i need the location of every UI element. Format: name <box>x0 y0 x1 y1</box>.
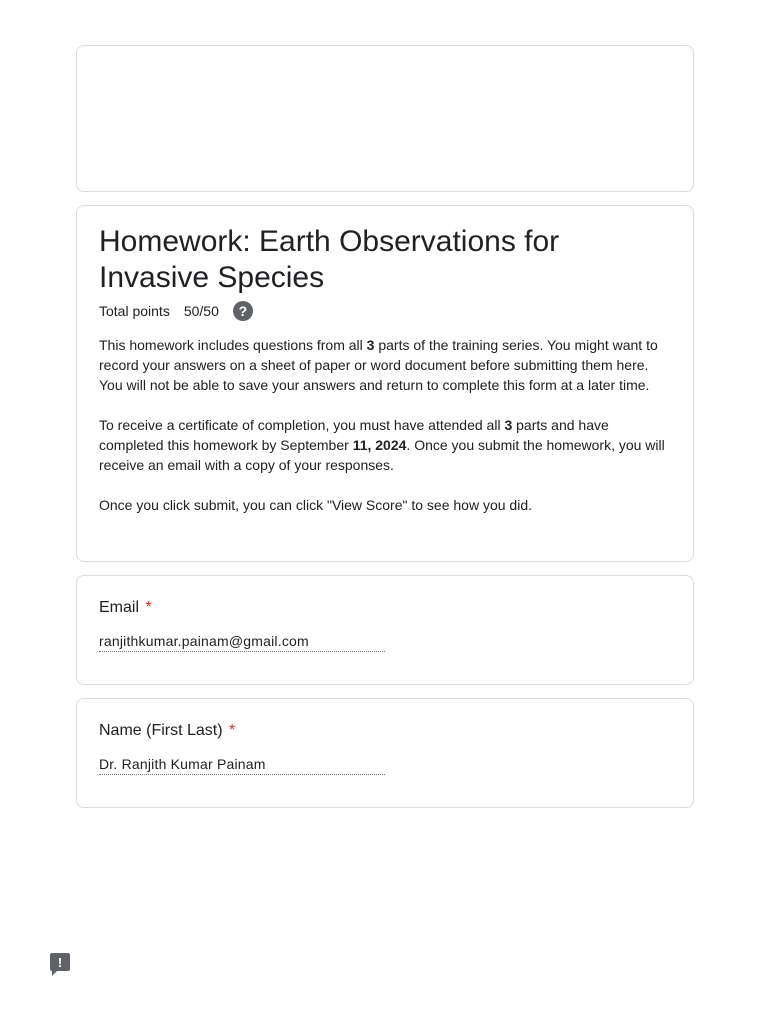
help-icon[interactable]: ? <box>233 301 253 321</box>
total-points <box>99 301 671 321</box>
description-bold: 11, 2024 <box>352 437 407 453</box>
description-text: To receive a certificate of completion, you must have attended all <box>99 417 505 433</box>
name-question-card <box>76 698 694 808</box>
description-paragraph-2 <box>99 415 671 475</box>
form-header-card <box>76 205 694 562</box>
description-text: . Once you submit the homework, you will receive an email with a copy of your responses. <box>99 437 665 473</box>
feedback-icon[interactable]: ! <box>50 953 70 971</box>
points-label: Total points <box>99 303 170 319</box>
required-asterisk: * <box>145 599 152 616</box>
email-label-text: Email <box>99 599 140 616</box>
description-paragraph-1 <box>99 335 671 395</box>
form-title: Homework: Earth Observations for Invasive Species <box>99 225 560 294</box>
header-banner <box>76 45 694 192</box>
form-description <box>99 335 671 515</box>
name-answer: Dr. Ranjith Kumar Painam <box>99 755 385 775</box>
description-text: parts of the training series. You might want to record your answers on a sheet of paper or word document before submitting them here. You will not be able to save your answers and return to complete this form at a later time. <box>99 337 658 393</box>
email-question-card <box>76 575 694 685</box>
email-question-label <box>99 598 671 618</box>
name-label-text: Name (First Last) <box>99 722 223 739</box>
points-value: 50/50 <box>183 303 219 319</box>
email-answer: ranjithkumar.painam@gmail.com <box>99 632 385 652</box>
description-paragraph-3: Once you click submit, you can click "View Score" to see how you did. <box>99 497 532 513</box>
description-bold: 3 <box>366 337 375 353</box>
description-text: This homework includes questions from all <box>99 337 367 353</box>
description-text: parts and have completed this homework by September <box>99 417 609 453</box>
name-question-label <box>99 721 671 741</box>
required-asterisk: * <box>229 722 236 739</box>
description-bold: 3 <box>504 417 513 433</box>
